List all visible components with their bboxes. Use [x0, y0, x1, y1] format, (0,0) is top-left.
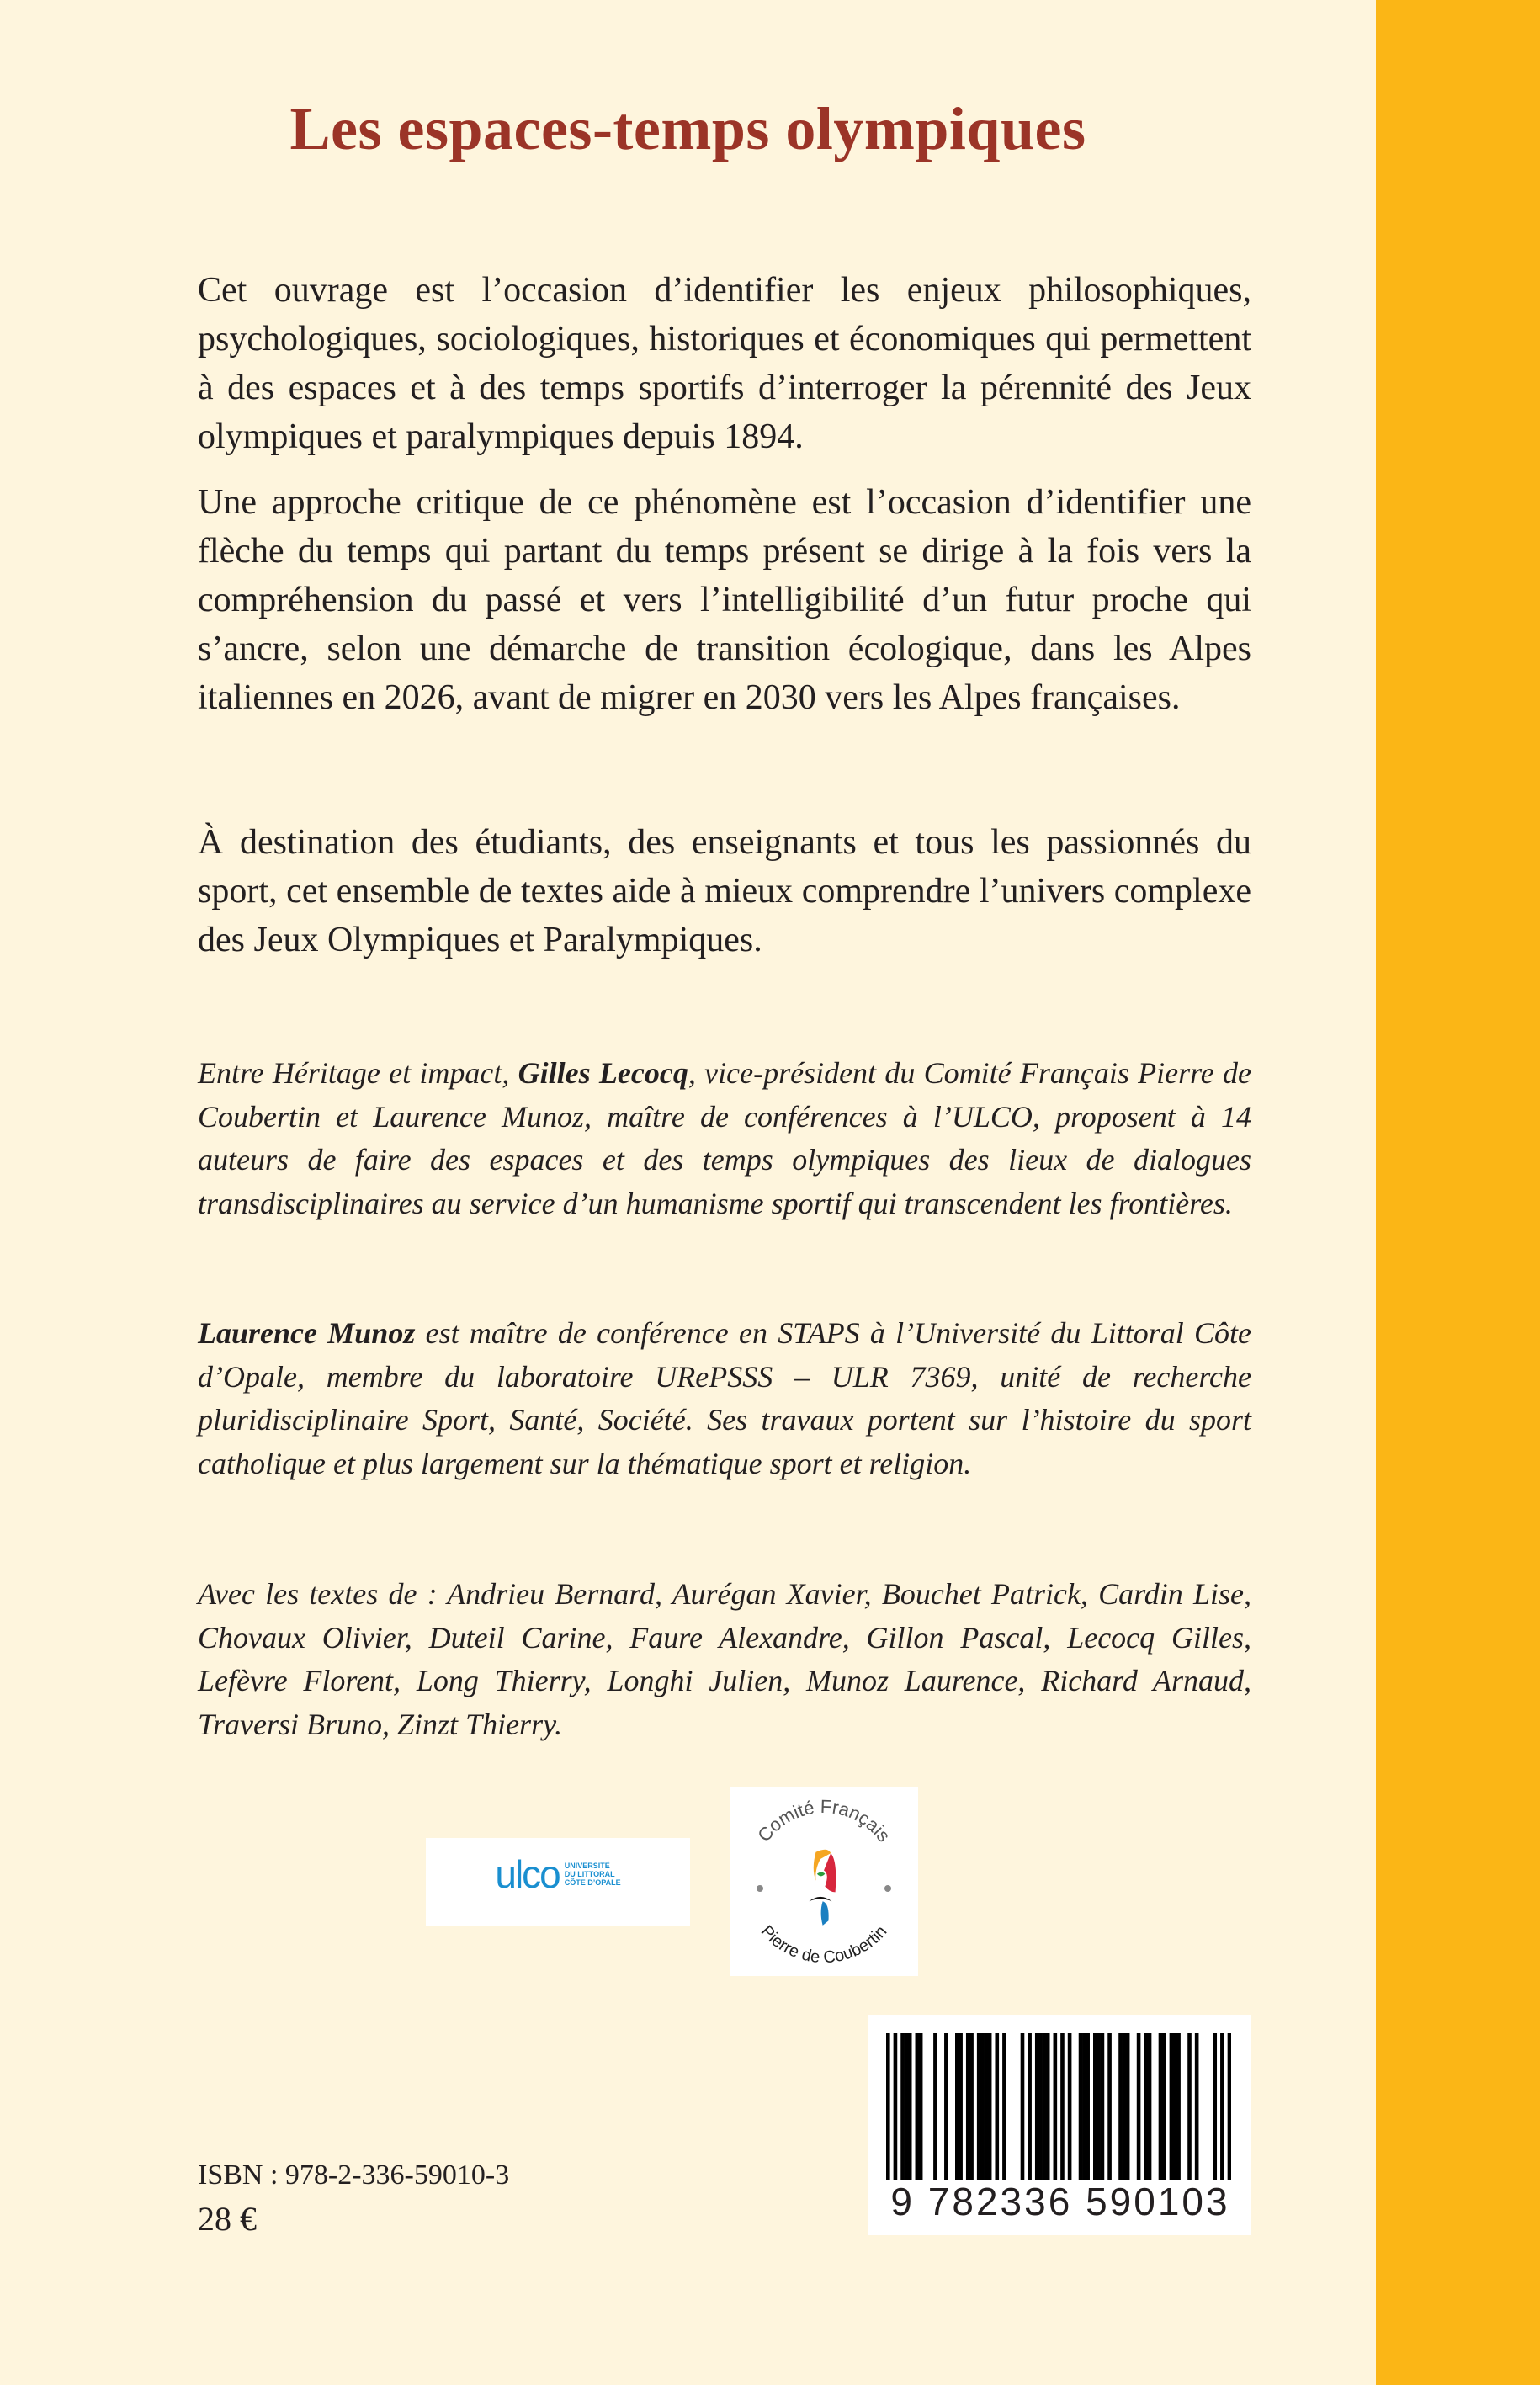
barcode-bar	[1118, 2033, 1123, 2180]
barcode-bar	[1060, 2033, 1065, 2180]
editor-name: Gilles Lecocq	[518, 1056, 688, 1090]
barcode-bar	[1213, 2033, 1217, 2180]
author-bio	[198, 1312, 1251, 1485]
barcode-bar	[1046, 2033, 1050, 2180]
barcode-bar	[1228, 2033, 1231, 2180]
author-name: Laurence Munoz	[198, 1316, 416, 1350]
description-paragraph-2: Une approche critique de ce phénomène est l’occasion d’identifier une flèche du temps qui partant du temps présent se dirige à la fois vers la compréhension du passé et vers l’intelligibilité d’un futur proche qui s’ancre, selon une démarche de transition écologique, dans les Alpes italiennes en 2026, avant de migrer en 2030 vers les Alpes françaises.	[198, 483, 1251, 717]
barcode-bar	[933, 2033, 937, 2180]
contributors-list: Avec les textes de : Andrieu Bernard, Aurégan Xavier, Bouchet Patrick, Cardin Lise, Chovaux Olivier, Duteil Carine, Faure Alexandre, Gillon Pascal, Lecocq Gilles, Lefèvre Florent, Long Thierry, Longhi Julien, Munoz Laurence, Richard Arnaud, Traversi Bruno, Zinzt Thierry.	[198, 1577, 1251, 1741]
barcode-bar	[1043, 2033, 1047, 2180]
barcode-bar	[969, 2033, 974, 2180]
barcode-bar	[1097, 2033, 1101, 2180]
barcode-bar	[1086, 2033, 1090, 2180]
ulco-wordmark: ulco	[495, 1851, 560, 1896]
barcode-bar	[1079, 2033, 1083, 2180]
book-title: Les espaces-temps olympiques	[289, 95, 1086, 162]
barcode-bar	[1220, 2033, 1224, 2180]
barcode-bar	[1137, 2033, 1141, 2180]
barcode-bar	[1170, 2033, 1174, 2180]
bio-text: , vice-président du Comité Français Pierre de Coubertin et Laurence Munoz, maître de conférences à l’ULCO, proposent à 14 auteurs de faire des espaces et des temps olympiques des lieux de dialogues transdisciplinaires au service d’un humanisme sportif qui transcendent les frontières.	[198, 1056, 1252, 1220]
barcode-bar	[944, 2033, 948, 2180]
barcode-bar	[977, 2033, 981, 2180]
barcode-bar	[1159, 2033, 1163, 2180]
barcode-bar	[1173, 2033, 1177, 2180]
barcode-bar	[988, 2033, 992, 2180]
barcode-bar	[1002, 2033, 1006, 2180]
barcode-bar	[955, 2033, 959, 2180]
barcode-bar	[985, 2033, 989, 2180]
barcode-bar	[1021, 2033, 1025, 2180]
ulco-sub-line: DU LITTORAL	[564, 1869, 615, 1878]
barcode-bar	[1126, 2033, 1130, 2180]
editors-bio	[198, 1052, 1251, 1225]
bio-intro: Entre Héritage et impact,	[198, 1056, 518, 1090]
barcode-bar	[1187, 2033, 1192, 2180]
barcode-bar	[980, 2033, 985, 2180]
barcode-bar	[919, 2033, 923, 2180]
svg-text:Comité Français: Comité Français	[753, 1795, 895, 1846]
barcode-bar	[908, 2033, 912, 2180]
barcode-bar	[1144, 2033, 1148, 2180]
barcode-digits: 9 782336 590103	[890, 2180, 1230, 2223]
barcode-bar	[1035, 2033, 1039, 2180]
barcode-bar	[959, 2033, 963, 2180]
isbn-barcode	[868, 2015, 1251, 2235]
barcode-bar	[1123, 2033, 1127, 2180]
barcode-bar	[905, 2033, 909, 2180]
barcode-bar	[1038, 2033, 1043, 2180]
coubertin-face-icon	[809, 1850, 836, 1926]
svg-text:Pierre de Coubertin: Pierre de Coubertin	[757, 1922, 891, 1968]
description-paragraph-3: À destination des étudiants, des enseignants et tous les passionnés du sport, cet ensemble de textes aide à mieux comprendre l’univers complexe des Jeux Olympiques et Paralympiques.	[198, 823, 1251, 959]
bio-text: est maître de conférence en STAPS à l’Université du Littoral Côte d’Opale, membre du laboratoire URePSSS – ULR 7369, unité de recherche pluridisciplinaire Sport, Santé, Société. Ses travaux portent sur l’histoire du sport catholique et plus largement sur la thématique sport et religion.	[198, 1316, 1252, 1480]
barcode-bar	[1054, 2033, 1058, 2180]
barcode-bar	[1176, 2033, 1181, 2180]
barcode-bar	[1148, 2033, 1152, 2180]
description-paragraph-1: Cet ouvrage est l’occasion d’identifier les enjeux philosophiques, psychologiques, sociologiques, historiques et économiques qui permettent à des espaces et à des temps sportifs d’interroger la pérennité des Jeux olympiques et paralympiques depuis 1894.	[198, 271, 1251, 456]
barcode-bar	[966, 2033, 970, 2180]
ulco-subtitle	[565, 1862, 621, 1887]
ulco-logo	[426, 1838, 690, 1926]
barcode-bar	[1107, 2033, 1112, 2180]
barcode-bar	[886, 2033, 890, 2180]
barcode-bar	[995, 2033, 999, 2180]
barcode-bar	[894, 2033, 898, 2180]
barcode-bar	[1101, 2033, 1105, 2180]
barcode-bar	[1028, 2033, 1032, 2180]
barcode-bar	[1162, 2033, 1166, 2180]
ulco-sub-line: UNIVERSITÉ	[564, 1861, 610, 1870]
barcode-bar	[1068, 2033, 1072, 2180]
price: 28 €	[198, 2200, 257, 2238]
ulco-sub-line: CÔTE D’OPALE	[564, 1878, 621, 1887]
barcode-bar	[916, 2033, 920, 2180]
barcode-bar	[900, 2033, 905, 2180]
isbn-number: ISBN : 978-2-336-59010-3	[198, 2159, 510, 2191]
barcode-bar	[1195, 2033, 1199, 2180]
comite-coubertin-logo	[730, 1787, 918, 1976]
spine-color-strip	[1376, 0, 1540, 2385]
barcode-bar	[1093, 2033, 1097, 2180]
barcode-bar	[1082, 2033, 1086, 2180]
